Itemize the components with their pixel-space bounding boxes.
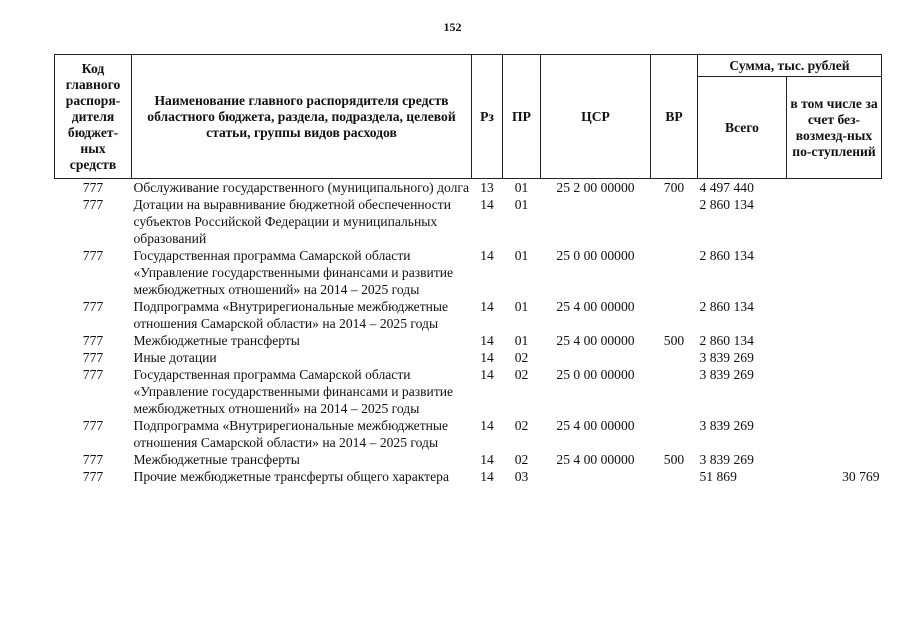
row-total: 4 497 440 (699, 180, 754, 195)
table-row (55, 468, 882, 485)
row-rz: 14 (480, 350, 494, 365)
row-vr: 500 (663, 333, 685, 348)
row-csr: 25 4 00 00000 (556, 333, 635, 348)
row-name: Дотации на выравнивание бюджетной обеспеченности субъектов Российской Федерации и муниципальных образований (133, 197, 452, 246)
table-row (55, 298, 882, 332)
row-free (787, 332, 882, 349)
row-pr: 02 (514, 367, 529, 382)
row-code: 777 (82, 452, 104, 467)
row-total: 2 860 134 (699, 299, 754, 314)
row-csr: 25 4 00 00000 (556, 299, 635, 314)
row-name: Прочие межбюджетные трансферты общего характера (133, 469, 449, 484)
row-code: 777 (82, 350, 104, 365)
row-total: 3 839 269 (699, 367, 754, 382)
row-total: 2 860 134 (699, 248, 754, 263)
row-vr (651, 366, 698, 417)
row-vr (651, 298, 698, 332)
row-pr: 03 (514, 469, 529, 484)
row-code: 777 (82, 299, 104, 314)
row-pr: 01 (514, 248, 529, 263)
row-rz: 14 (480, 299, 494, 314)
table-row (55, 247, 882, 298)
row-rz: 14 (480, 452, 494, 467)
row-code: 777 (82, 367, 104, 382)
row-total: 2 860 134 (699, 333, 754, 348)
row-name: Государственная программа Самарской области «Управление государственными финансами и развитие межбюджетных отношений» на 2014 – 2025 годы (133, 248, 454, 297)
row-rz: 13 (480, 180, 494, 195)
row-pr: 02 (514, 452, 529, 467)
table-row (55, 196, 882, 247)
row-pr: 01 (514, 180, 529, 195)
row-vr (651, 417, 698, 451)
row-total: 2 860 134 (699, 197, 754, 212)
row-code: 777 (82, 418, 104, 433)
row-total: 51 869 (699, 469, 737, 484)
header-amount-group: Сумма, тыс. рублей (698, 55, 882, 77)
row-rz: 14 (480, 418, 494, 433)
row-total: 3 839 269 (699, 452, 754, 467)
row-pr: 01 (514, 333, 529, 348)
row-pr: 01 (514, 197, 529, 212)
row-name: Подпрограмма «Внутрирегиональные межбюджетные отношения Самарской области» на 2014 – 2025 годы (133, 299, 449, 331)
row-free (787, 298, 882, 332)
row-pr: 02 (514, 350, 529, 365)
row-name: Межбюджетные трансферты (133, 333, 300, 348)
row-vr (651, 247, 698, 298)
row-csr: 25 0 00 00000 (556, 248, 635, 263)
row-csr (541, 468, 651, 485)
row-code: 777 (82, 469, 104, 484)
row-rz: 14 (480, 248, 494, 263)
row-name: Государственная программа Самарской области «Управление государственными финансами и развитие межбюджетных отношений» на 2014 – 2025 годы (133, 367, 454, 416)
row-rz: 14 (480, 469, 494, 484)
header-including-free: в том числе за счет без-возмезд-ных по-ступлений (787, 77, 882, 179)
row-vr: 700 (663, 180, 685, 195)
row-vr (651, 468, 698, 485)
row-code: 777 (82, 197, 104, 212)
row-csr (541, 196, 651, 247)
row-name: Обслуживание государственного (муниципального) долга (133, 180, 470, 195)
header-code: Код главного распоря-дителя бюджет-ных средств (55, 55, 132, 179)
row-free: 30 769 (842, 469, 880, 484)
row-csr (541, 349, 651, 366)
row-free (787, 247, 882, 298)
row-rz: 14 (480, 367, 494, 382)
row-total: 3 839 269 (699, 418, 754, 433)
table-row (55, 332, 882, 349)
header-name: Наименование главного распорядителя средств областного бюджета, раздела, подраздела, целевой статьи, группы видов расходов (132, 55, 472, 179)
row-free (787, 196, 882, 247)
row-code: 777 (82, 333, 104, 348)
row-vr (651, 349, 698, 366)
row-rz: 14 (480, 333, 494, 348)
table-row (55, 451, 882, 468)
row-csr: 25 0 00 00000 (556, 367, 635, 382)
row-pr: 01 (514, 299, 529, 314)
row-free (787, 179, 882, 197)
header-csr: ЦСР (541, 55, 651, 179)
row-free (787, 417, 882, 451)
table-body (55, 179, 882, 486)
row-name: Подпрограмма «Внутрирегиональные межбюджетные отношения Самарской области» на 2014 – 2025 годы (133, 418, 449, 450)
row-code: 777 (82, 248, 104, 263)
row-name: Иные дотации (133, 350, 217, 365)
row-vr (651, 196, 698, 247)
header-vr: ВР (651, 55, 698, 179)
row-pr: 02 (514, 418, 529, 433)
budget-table (54, 54, 882, 485)
row-name: Межбюджетные трансферты (133, 452, 300, 467)
row-csr: 25 4 00 00000 (556, 418, 635, 433)
row-code: 777 (82, 180, 104, 195)
row-vr: 500 (663, 452, 685, 467)
table-row (55, 366, 882, 417)
row-free (787, 366, 882, 417)
row-csr: 25 2 00 00000 (556, 180, 635, 195)
table-row (55, 417, 882, 451)
table-row (55, 179, 882, 197)
row-total: 3 839 269 (699, 350, 754, 365)
header-rz: Рз (472, 55, 503, 179)
header-pr: ПР (503, 55, 541, 179)
header-total: Всего (698, 77, 787, 179)
table-row (55, 349, 882, 366)
row-free (787, 451, 882, 468)
page-number: 152 (443, 20, 462, 34)
row-free (787, 349, 882, 366)
row-rz: 14 (480, 197, 494, 212)
row-csr: 25 4 00 00000 (556, 452, 635, 467)
